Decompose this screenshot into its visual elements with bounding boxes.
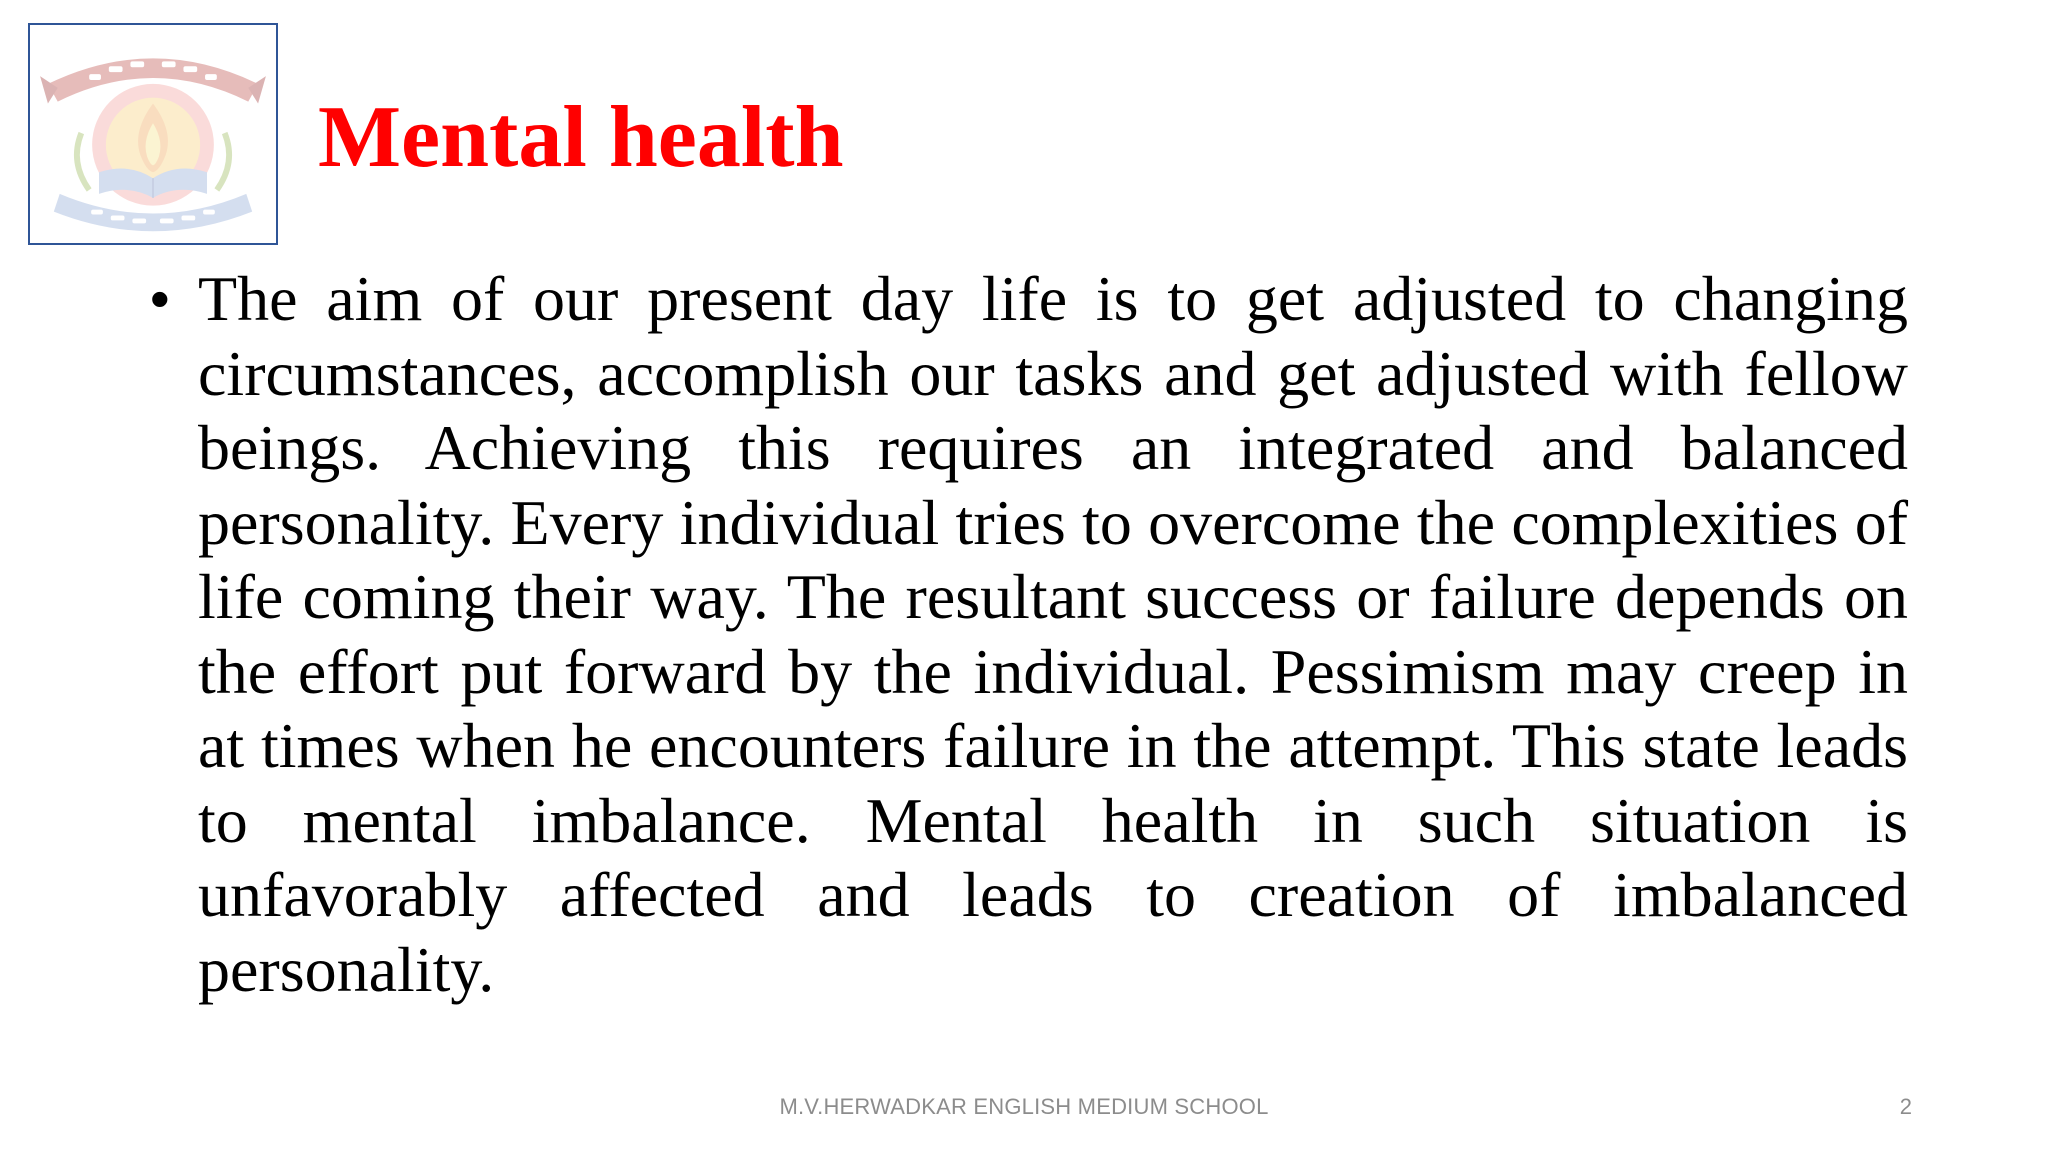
school-logo	[28, 23, 278, 245]
slide-body	[150, 262, 1908, 1007]
school-emblem-icon	[30, 25, 276, 243]
slide-title: Mental health	[318, 89, 844, 186]
bullet-marker: •	[150, 267, 170, 330]
page-number: 2	[1899, 1094, 1912, 1119]
slide-footer: M.V.HERWADKAR ENGLISH MEDIUM SCHOOL	[779, 1094, 1269, 1119]
bullet-paragraph: The aim of our present day life is to get adjusted to changing circumstances, accomplish our tasks and get adjusted with fellow beings. Achieving this requires an integrated and balanced personality. Every individual tries to overcome the complexities of life coming their way. The resultant success or failure depends on the effort put forward by the individual. Pessimism may creep in at times when he encounters failure in the attempt. This state leads to mental imbalance. Mental health in such situation is unfavorably affected and leads to creation of imbalanced personality.	[198, 263, 1908, 1005]
